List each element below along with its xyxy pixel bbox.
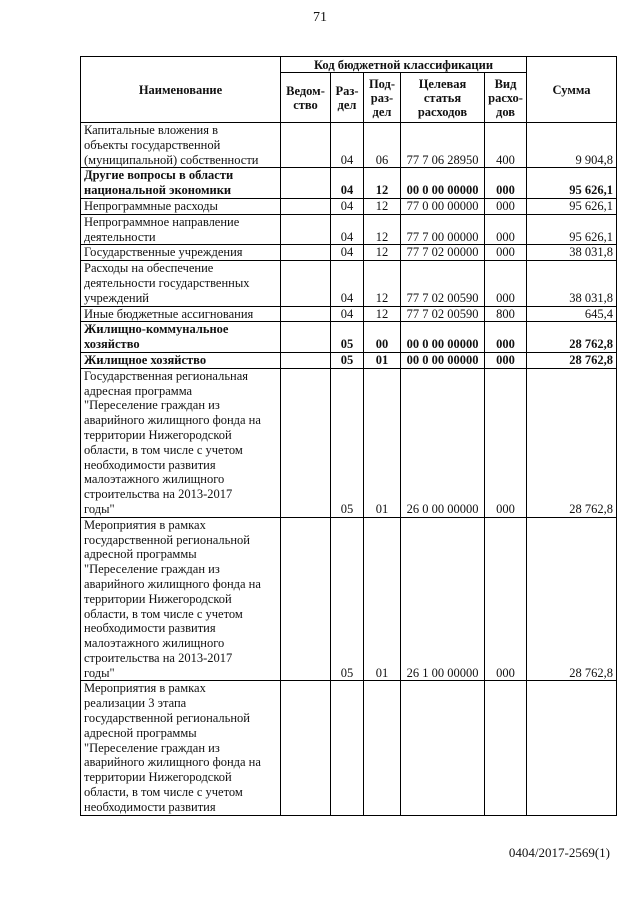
- row-expense-type: 000: [485, 352, 527, 368]
- row-expense-type: 400: [485, 123, 527, 168]
- table-row: [81, 517, 617, 681]
- row-sum: 95 626,1: [527, 168, 617, 199]
- row-ved: [281, 168, 331, 199]
- table-row: [81, 168, 617, 199]
- row-target-article: 26 0 00 00000: [401, 368, 485, 517]
- row-name: Мероприятия в рамках государственной региональной адресной программы "Переселение граждан из аварийного жилищного фонда на территории Нижегородской области, в том числе с учетом необходимости развития малоэтажного жилищного строительства на 2013-2017 годы": [81, 517, 281, 681]
- row-ved: [281, 123, 331, 168]
- row-name: Капитальные вложения в объекты государственной (муниципальной) собственности: [81, 123, 281, 168]
- row-target-article: 00 0 00 00000: [401, 168, 485, 199]
- row-expense-type: 000: [485, 245, 527, 261]
- row-sum: 9 904,8: [527, 123, 617, 168]
- row-expense-type: 000: [485, 517, 527, 681]
- table-row: [81, 681, 617, 815]
- row-razdel: 04: [331, 245, 364, 261]
- row-podrazdel: 12: [364, 198, 401, 214]
- budget-table: [80, 56, 617, 816]
- col-header-sum: Сумма: [527, 57, 617, 123]
- col-header-name: Наименование: [81, 57, 281, 123]
- row-target-article: 77 7 02 00590: [401, 306, 485, 322]
- row-ved: [281, 261, 331, 306]
- row-podrazdel: 01: [364, 352, 401, 368]
- row-razdel: 04: [331, 214, 364, 245]
- row-ved: [281, 214, 331, 245]
- row-ved: [281, 198, 331, 214]
- table-row: [81, 352, 617, 368]
- row-name: Мероприятия в рамках реализации 3 этапа государственной региональной адресной программы "Переселение граждан из аварийного жилищного фонда на территории Нижегородской области, в том числе с учетом необходимости развития: [81, 681, 281, 815]
- row-podrazdel: 01: [364, 368, 401, 517]
- row-sum: 645,4: [527, 306, 617, 322]
- row-sum: 28 762,8: [527, 517, 617, 681]
- row-podrazdel: 12: [364, 306, 401, 322]
- row-target-article: 00 0 00 00000: [401, 352, 485, 368]
- col-header-ved: Ведом- ство: [281, 73, 331, 123]
- table-row: [81, 198, 617, 214]
- row-expense-type: 000: [485, 214, 527, 245]
- row-podrazdel: 12: [364, 245, 401, 261]
- table-row: [81, 245, 617, 261]
- row-sum: 28 762,8: [527, 368, 617, 517]
- row-razdel: [331, 681, 364, 815]
- row-name: Другие вопросы в области национальной экономики: [81, 168, 281, 199]
- row-target-article: 77 7 00 00000: [401, 214, 485, 245]
- row-target-article: 00 0 00 00000: [401, 322, 485, 353]
- row-target-article: 77 7 06 28950: [401, 123, 485, 168]
- row-podrazdel: [364, 681, 401, 815]
- row-name: Непрограммное направление деятельности: [81, 214, 281, 245]
- col-header-expense-type: Вид расхо- дов: [485, 73, 527, 123]
- row-expense-type: [485, 681, 527, 815]
- row-target-article: 77 7 02 00590: [401, 261, 485, 306]
- col-header-podrazdel: Под- раз- дел: [364, 73, 401, 123]
- row-sum: 95 626,1: [527, 214, 617, 245]
- row-razdel: 05: [331, 368, 364, 517]
- row-ved: [281, 245, 331, 261]
- row-podrazdel: 12: [364, 214, 401, 245]
- row-target-article: [401, 681, 485, 815]
- document-code: 0404/2017-2569(1): [508, 845, 610, 860]
- row-expense-type: 000: [485, 322, 527, 353]
- table-row: [81, 306, 617, 322]
- row-name: Расходы на обеспечение деятельности государственных учреждений: [81, 261, 281, 306]
- row-sum: 38 031,8: [527, 245, 617, 261]
- row-sum: 38 031,8: [527, 261, 617, 306]
- row-expense-type: 800: [485, 306, 527, 322]
- row-ved: [281, 681, 331, 815]
- row-razdel: 04: [331, 198, 364, 214]
- row-target-article: 77 0 00 00000: [401, 198, 485, 214]
- row-razdel: 05: [331, 322, 364, 353]
- row-podrazdel: 06: [364, 123, 401, 168]
- table-row: [81, 123, 617, 168]
- row-sum: 28 762,8: [527, 322, 617, 353]
- row-razdel: 04: [331, 123, 364, 168]
- row-podrazdel: 00: [364, 322, 401, 353]
- table-row: [81, 322, 617, 353]
- row-name: Жилищное хозяйство: [81, 352, 281, 368]
- row-razdel: 04: [331, 168, 364, 199]
- row-ved: [281, 368, 331, 517]
- row-ved: [281, 517, 331, 681]
- row-razdel: 04: [331, 306, 364, 322]
- row-ved: [281, 322, 331, 353]
- row-sum: [527, 681, 617, 815]
- col-header-target-article: Целевая статья расходов: [401, 73, 485, 123]
- row-expense-type: 000: [485, 198, 527, 214]
- row-podrazdel: 12: [364, 168, 401, 199]
- row-sum: 95 626,1: [527, 198, 617, 214]
- row-sum: 28 762,8: [527, 352, 617, 368]
- col-header-classification: Код бюджетной классификации: [281, 57, 527, 73]
- row-target-article: 77 7 02 00000: [401, 245, 485, 261]
- row-podrazdel: 12: [364, 261, 401, 306]
- row-ved: [281, 352, 331, 368]
- row-name: Государственные учреждения: [81, 245, 281, 261]
- row-expense-type: 000: [485, 368, 527, 517]
- row-target-article: 26 1 00 00000: [401, 517, 485, 681]
- col-header-razdel: Раз- дел: [331, 73, 364, 123]
- row-name: Иные бюджетные ассигнования: [81, 306, 281, 322]
- row-razdel: 04: [331, 261, 364, 306]
- table-body: [81, 123, 617, 816]
- row-expense-type: 000: [485, 261, 527, 306]
- table-row: [81, 214, 617, 245]
- row-name: Государственная региональная адресная программа "Переселение граждан из аварийного жилищного фонда на территории Нижегородской области, в том числе с учетом необходимости развития малоэтажного жилищного строительства на 2013-2017 годы": [81, 368, 281, 517]
- row-ved: [281, 306, 331, 322]
- page-number: 71: [313, 10, 327, 25]
- table-row: [81, 261, 617, 306]
- row-podrazdel: 01: [364, 517, 401, 681]
- row-razdel: 05: [331, 352, 364, 368]
- row-razdel: 05: [331, 517, 364, 681]
- row-expense-type: 000: [485, 168, 527, 199]
- row-name: Непрограммные расходы: [81, 198, 281, 214]
- table-row: [81, 368, 617, 517]
- row-name: Жилищно-коммунальное хозяйство: [81, 322, 281, 353]
